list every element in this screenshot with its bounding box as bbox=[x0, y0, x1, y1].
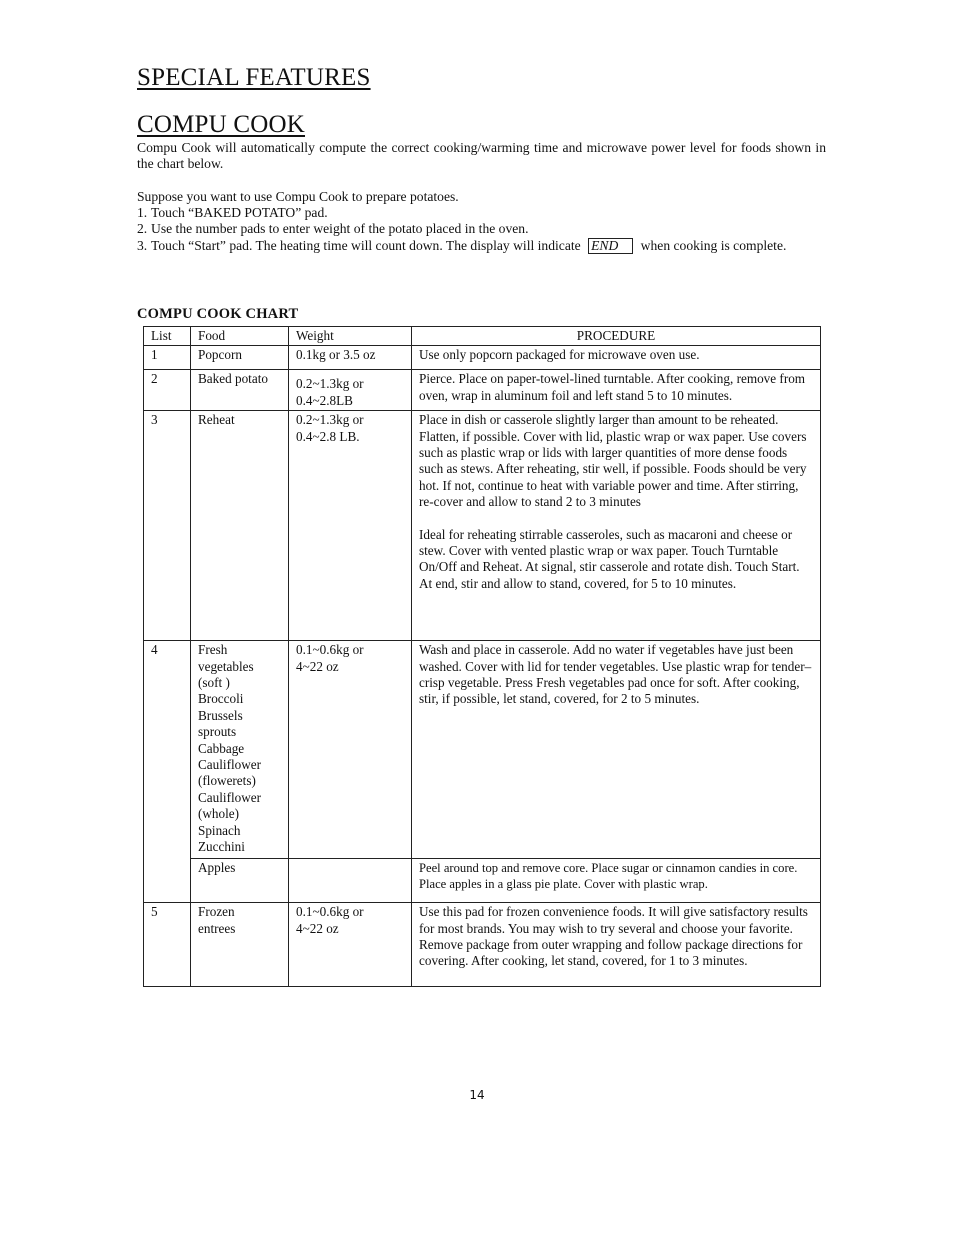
food-line: entrees bbox=[198, 920, 236, 936]
section-heading: SPECIAL FEATURES bbox=[137, 64, 371, 91]
procedure-paragraph: Place in dish or casserole slightly larger than amount to be reheated. Flatten, if possible. Cover with lid, plastic wrap or wax paper. Use covers such as plastic wrap or lids with larger quantities of more dense foods such as stews. After reheating, stir well, if possible. Foods should be very hot. If not, continue to heat with variable power and time. After stirring, re-cover and allow to stand 2 to 3 minutes bbox=[419, 412, 807, 510]
cell-food: Reheat bbox=[191, 411, 289, 641]
cell-list: 3 bbox=[144, 411, 191, 641]
food-line: Cabbage bbox=[198, 740, 245, 756]
food-line: Broccoli bbox=[198, 691, 244, 707]
weight-line: 4~22 oz bbox=[296, 658, 339, 674]
cell-procedure: Wash and place in casserole. Add no water if vegetables have just been washed. Cover with lid for tender vegetables. Use plastic wrap for tender–crisp vegetable. Press Fresh vegetables pad once for soft. After cooking, stir, if possible, let stand, covered, for 2 to 5 minutes. bbox=[412, 641, 821, 859]
cell-procedure: Use only popcorn packaged for microwave oven use. bbox=[412, 346, 821, 370]
table-row bbox=[144, 641, 821, 859]
step-item bbox=[137, 205, 826, 221]
intro-paragraph: Compu Cook will automatically compute the correct cooking/warming time and microwave power level for foods shown in the chart below. bbox=[137, 140, 826, 172]
weight-line: 0.4~2.8 LB. bbox=[296, 428, 360, 444]
table-row bbox=[144, 370, 821, 411]
procedure-paragraph: Ideal for reheating stirrable casseroles, such as macaroni and cheese or stew. Cover with vented plastic wrap or wax paper. Touch Turntable On/Off and Reheat. At signal, stir casserole and rotate dish. Touch Start. At end, stir and allow to stand, covered, for 5 to 10 minutes. bbox=[419, 526, 800, 591]
food-line: Cauliflower bbox=[198, 789, 261, 805]
steps-list bbox=[137, 205, 826, 254]
table-row bbox=[144, 903, 821, 987]
cell-weight bbox=[289, 903, 412, 987]
steps-intro: Suppose you want to use Compu Cook to prepare potatoes. bbox=[137, 189, 459, 204]
food-line: (whole) bbox=[198, 806, 240, 822]
cell-procedure bbox=[412, 411, 821, 641]
header-weight: Weight bbox=[289, 327, 412, 346]
cell-food bbox=[191, 903, 289, 987]
table-header-row bbox=[144, 327, 821, 346]
step-text: Touch “Start” pad. The heating time will count down. The display will indicate bbox=[151, 237, 581, 253]
step-number: 3. bbox=[137, 237, 148, 253]
food-line: Brussels bbox=[198, 707, 243, 723]
weight-line: 0.2~1.3kg or bbox=[296, 412, 364, 428]
food-line: Fresh bbox=[198, 642, 228, 658]
weight-line: 4~22 oz bbox=[296, 920, 339, 936]
food-line: (soft ) bbox=[198, 675, 230, 691]
cell-list: 4 bbox=[144, 641, 191, 903]
step-text: Use the number pads to enter weight of the potato placed in the oven. bbox=[151, 221, 529, 237]
weight-line: 0.2~1.3kg or bbox=[296, 376, 364, 392]
cell-weight bbox=[289, 859, 412, 903]
cell-weight bbox=[289, 370, 412, 411]
food-line: sprouts bbox=[198, 724, 237, 740]
cell-procedure: Pierce. Place on paper-towel-lined turntable. After cooking, remove from oven, wrap in aluminum foil and left stand 5 to 10 minutes. bbox=[412, 370, 821, 411]
cell-procedure: Use this pad for frozen convenience foods. It will give satisfactory results for most brands. You may wish to try several and choose your favorite. Remove package from outer wrapping and follow package directions for covering. After cooking, let stand, covered, for 1 to 3 minutes. bbox=[412, 903, 821, 987]
cell-food bbox=[191, 641, 289, 859]
weight-line: 0.4~2.8LB bbox=[296, 392, 353, 408]
header-food: Food bbox=[191, 327, 289, 346]
page-number: 14 bbox=[469, 1088, 485, 1102]
cell-weight: 0.1kg or 3.5 oz bbox=[289, 346, 412, 370]
cell-food: Apples bbox=[191, 859, 289, 903]
step-text: Touch “BAKED POTATO” pad. bbox=[151, 205, 328, 220]
food-line: vegetables bbox=[198, 658, 254, 674]
weight-line: 0.1~0.6kg or bbox=[296, 642, 364, 658]
step-item bbox=[137, 221, 826, 237]
food-line: Frozen bbox=[198, 904, 235, 920]
cell-list: 1 bbox=[144, 346, 191, 370]
chart-title: COMPU COOK CHART bbox=[137, 306, 299, 322]
food-line: Zucchini bbox=[198, 839, 245, 855]
weight-line: 0.1~0.6kg or bbox=[296, 904, 364, 920]
end-display-indicator: END bbox=[588, 238, 633, 254]
step-text: when cooking is complete. bbox=[640, 237, 787, 253]
step-number: 1. bbox=[137, 205, 148, 220]
feature-heading: COMPU COOK bbox=[137, 111, 306, 138]
compu-cook-table bbox=[143, 326, 821, 987]
food-line: (flowerets) bbox=[198, 773, 256, 789]
food-line: Spinach bbox=[198, 822, 241, 838]
cell-procedure: Peel around top and remove core. Place sugar or cinnamon candies in core. Place apples in a glass pie plate. Cover with plastic wrap. bbox=[412, 859, 821, 903]
table-row bbox=[144, 346, 821, 370]
cell-food: Baked potato bbox=[191, 370, 289, 411]
cell-food: Popcorn bbox=[191, 346, 289, 370]
step-number: 2. bbox=[137, 221, 148, 237]
cell-weight bbox=[289, 641, 412, 859]
table-row bbox=[144, 859, 821, 903]
cell-weight bbox=[289, 411, 412, 641]
header-list: List bbox=[144, 327, 191, 346]
table-row bbox=[144, 411, 821, 641]
header-procedure: PROCEDURE bbox=[412, 327, 821, 346]
step-item bbox=[137, 238, 826, 254]
cell-list: 5 bbox=[144, 903, 191, 987]
cell-list: 2 bbox=[144, 370, 191, 411]
food-line: Cauliflower bbox=[198, 757, 261, 773]
